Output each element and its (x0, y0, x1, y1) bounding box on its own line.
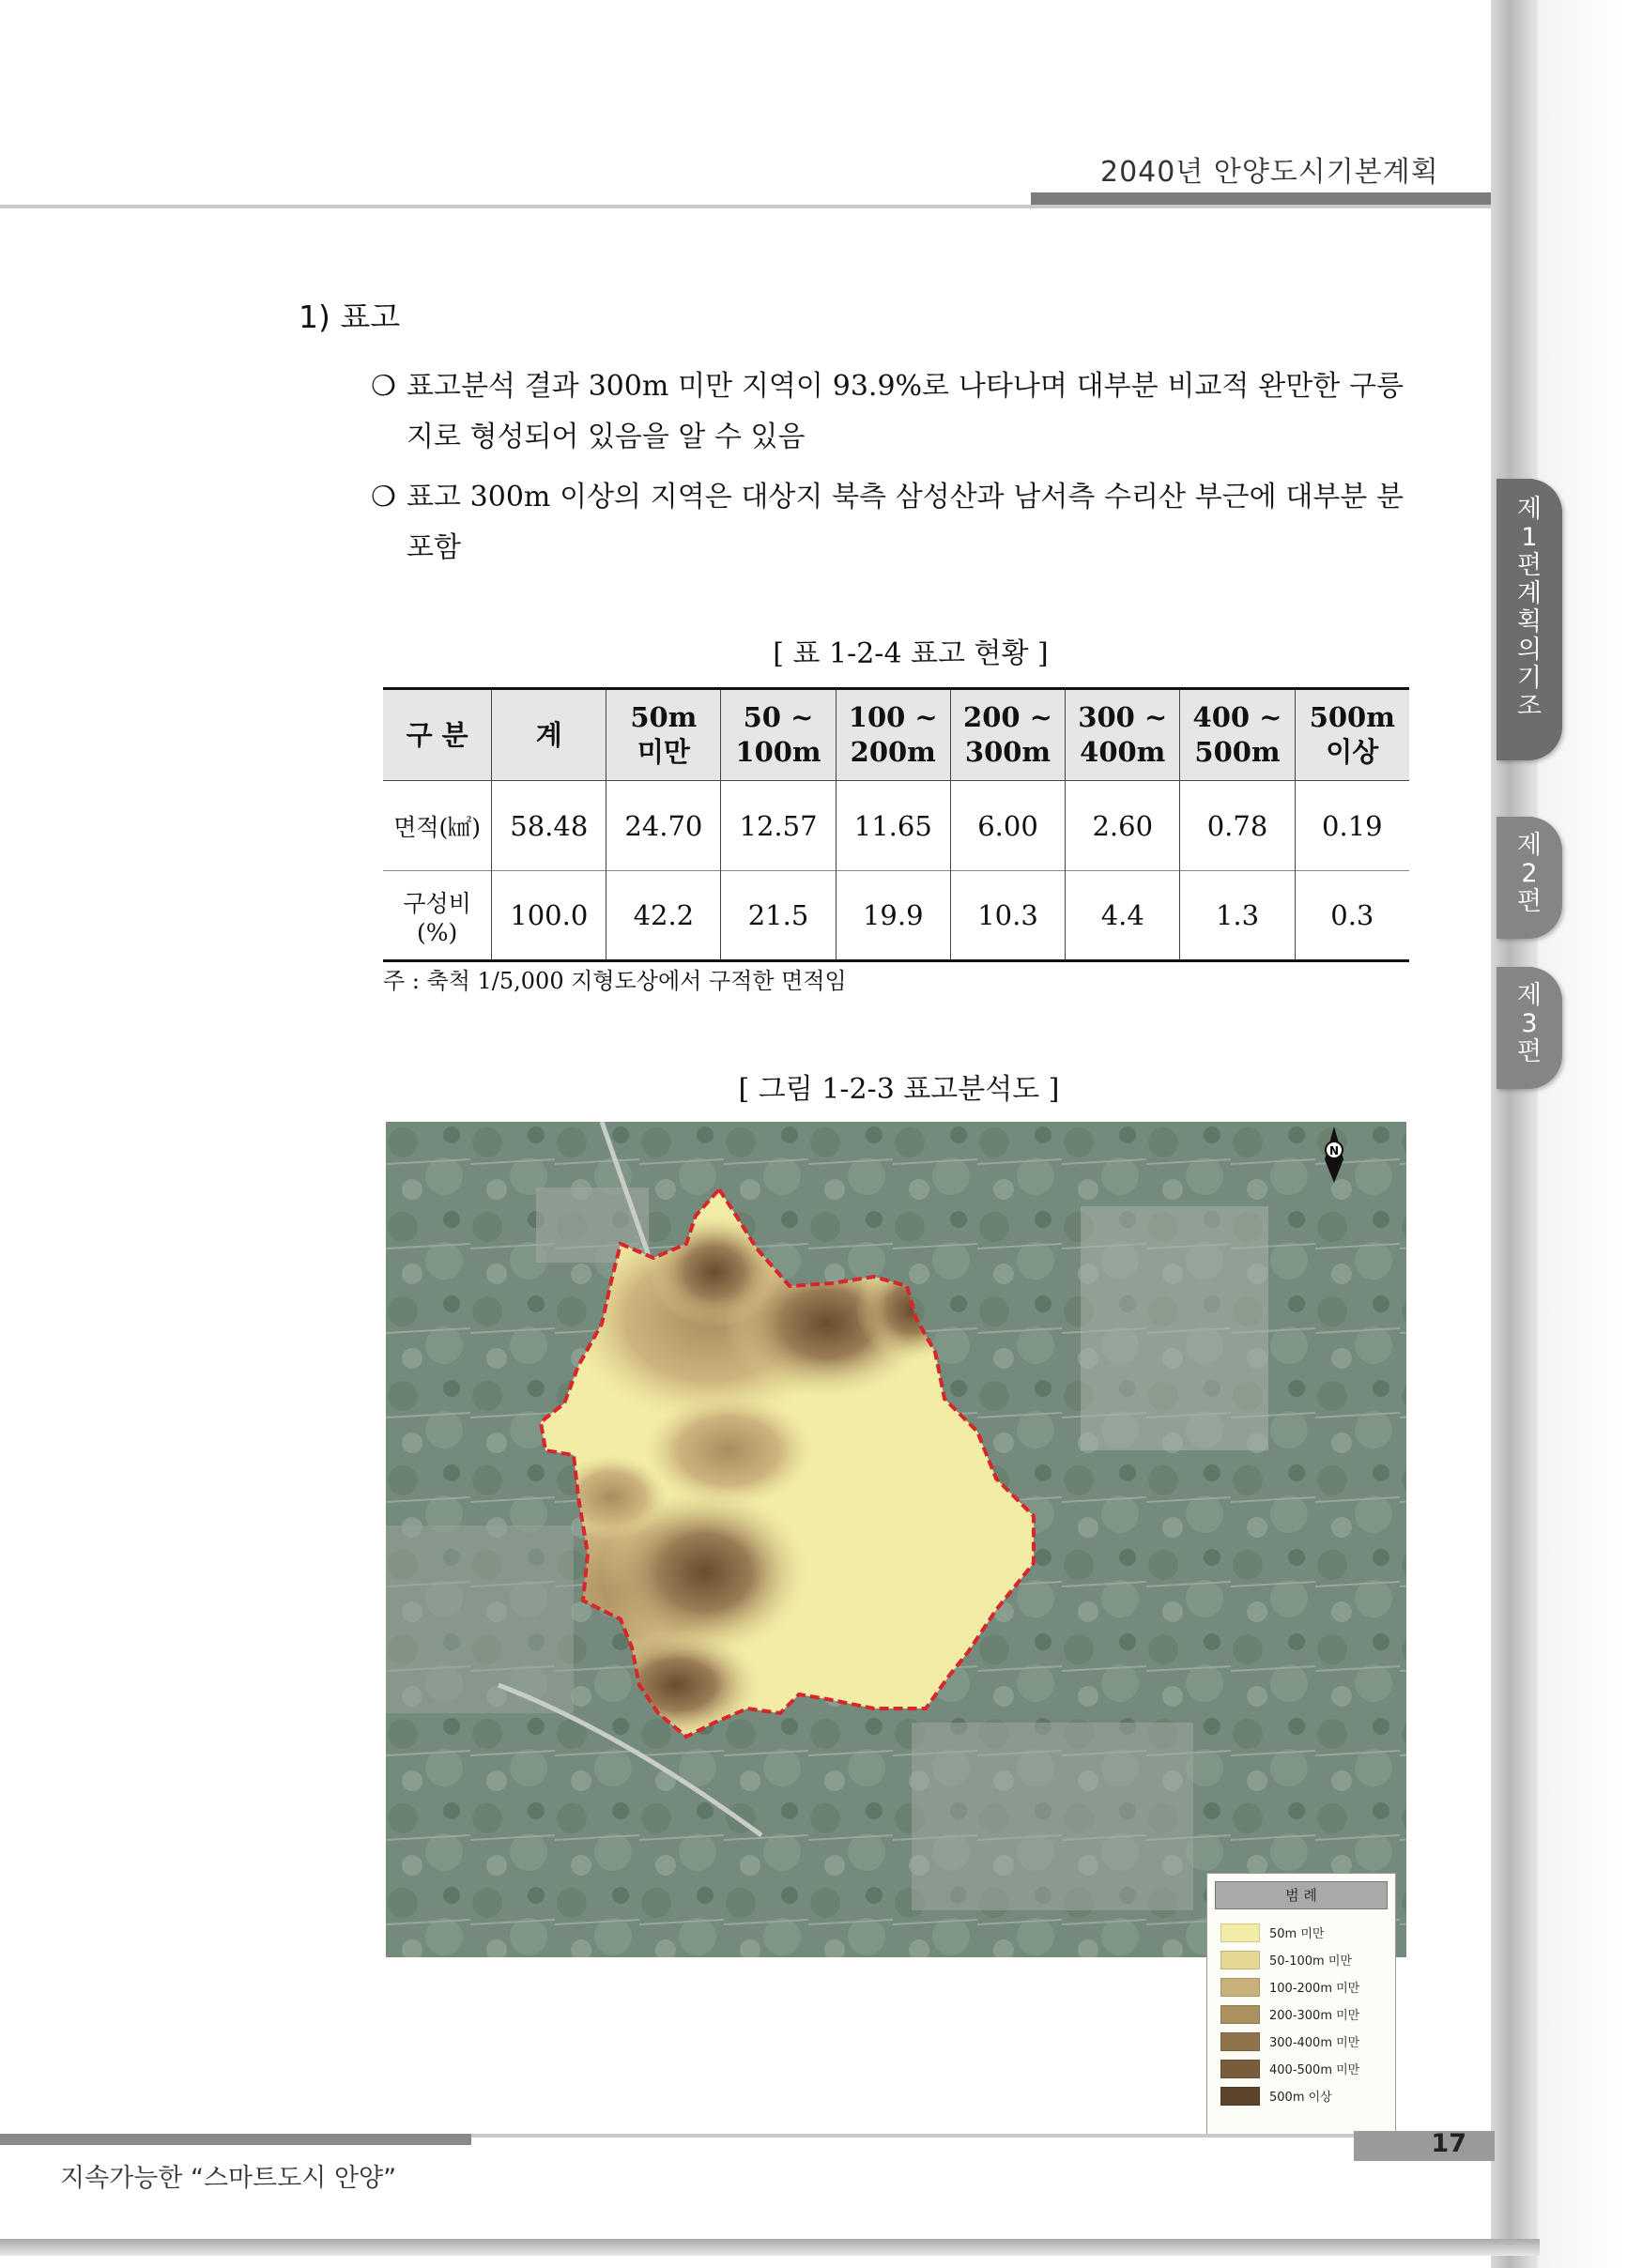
side-tab-part-2[interactable] (1497, 817, 1562, 939)
legend-label: 400-500m 미만 (1269, 2063, 1360, 2077)
svg-text:N: N (1328, 1144, 1340, 1157)
table-cell: 58.48 (492, 781, 606, 871)
table-header-row (383, 689, 1409, 781)
legend-row (1207, 1946, 1395, 1973)
legend-swatch (1220, 1978, 1260, 1997)
table-header-cell: 계 (492, 689, 606, 781)
table-header-cell: 300 ~ 400m (1066, 689, 1180, 781)
table-cell: 구성비(%) (403, 889, 471, 946)
bullet-item (371, 472, 1404, 574)
figure-caption: [ 그림 1-2-3 표고분석도 ] (738, 1073, 1060, 1106)
section-heading: 1) 표고 (299, 299, 401, 335)
table-cell: 19.9 (836, 871, 950, 961)
side-tab-part-1[interactable] (1497, 479, 1562, 760)
tab-char: 기 (1516, 664, 1543, 693)
table-cell: 0.19 (1295, 781, 1409, 871)
table-cell: 면적(㎢) (393, 813, 482, 841)
table-cell: 24.70 (606, 781, 721, 871)
bullet-text: 표고 300m 이상의 지역은 대상지 북측 삼성산과 남서측 수리산 부근에 대부분 분포함 (407, 481, 1404, 564)
table-cell: 10.3 (950, 871, 1065, 961)
legend-row (1207, 2055, 1395, 2082)
legend-swatch (1220, 2005, 1260, 2024)
table-cell: 0.3 (1295, 871, 1409, 961)
legend-label: 50m 미만 (1269, 1927, 1325, 1941)
tab-char: 편 (1516, 1037, 1543, 1066)
tab-char: 계 (1516, 579, 1543, 608)
page-binding-shadow (1491, 0, 1538, 2268)
table-cell: 100.0 (492, 871, 606, 961)
legend-row (1207, 1973, 1395, 2000)
tab-char: 편 (1516, 551, 1543, 580)
table-cell: 11.65 (836, 781, 950, 871)
legend-row (1207, 2082, 1395, 2109)
table-cell: 1.3 (1180, 871, 1295, 961)
table-row (383, 781, 1409, 871)
bullet-mark: ❍ (371, 370, 396, 403)
legend-row (1207, 2000, 1395, 2028)
bullet-item (371, 361, 1404, 463)
tab-char: 획 (1516, 607, 1543, 636)
table-cell: 0.78 (1180, 781, 1295, 871)
table-note: 주 : 축척 1/5,000 지형도상에서 구적한 면적임 (383, 968, 847, 994)
header-rule-accent (1031, 192, 1491, 205)
page-number: 17 (1431, 2129, 1466, 2158)
legend-swatch (1220, 2087, 1260, 2106)
tab-char: 3 (1521, 1009, 1538, 1038)
table-header-cell: 구 분 (406, 718, 468, 751)
legend-title: 범 례 (1215, 1881, 1388, 1909)
header-rule (0, 205, 1491, 208)
legend-label: 50-100m 미만 (1269, 1954, 1352, 1969)
map-legend (1206, 1873, 1396, 2138)
elevation-table (383, 687, 1409, 962)
tab-char: 의 (1516, 636, 1543, 665)
table-cell: 2.60 (1066, 781, 1180, 871)
bullet-mark: ❍ (371, 481, 396, 513)
table-row (383, 871, 1409, 961)
table-caption: [ 표 1-2-4 표고 현황 ] (773, 637, 1049, 670)
tab-char: 1 (1521, 523, 1538, 552)
legend-label: 200-300m 미만 (1269, 2009, 1360, 2023)
tab-char: 2 (1521, 859, 1538, 888)
legend-row (1207, 1919, 1395, 1946)
table-cell: 12.57 (721, 781, 836, 871)
tab-char: 제 (1516, 981, 1543, 1010)
footer-rule-accent (0, 2134, 471, 2145)
tab-char: 제 (1516, 495, 1543, 524)
footer-slogan: 지속가능한 “스마트도시 안양” (60, 2164, 397, 2193)
table-header-cell: 100 ~ 200m (836, 689, 950, 781)
legend-label: 500m 이상 (1269, 2091, 1332, 2105)
header-title: 2040년 안양도시기본계획 (1100, 156, 1439, 189)
tab-char: 편 (1516, 887, 1543, 916)
table-header-cell: 400 ~ 500m (1180, 689, 1295, 781)
table-header-cell: 200 ~ 300m (950, 689, 1065, 781)
legend-label: 300-400m 미만 (1269, 2036, 1360, 2050)
legend-label: 100-200m 미만 (1269, 1982, 1360, 1996)
page-bottom-shadow (0, 2239, 1540, 2256)
table-cell: 42.2 (606, 871, 721, 961)
table-cell: 6.00 (950, 781, 1065, 871)
elevation-map (386, 1122, 1406, 1957)
legend-swatch (1220, 2060, 1260, 2078)
table-cell: 4.4 (1066, 871, 1180, 961)
tab-char: 제 (1516, 831, 1543, 860)
table-header-cell: 50m 미만 (606, 689, 721, 781)
table-header-cell: 50 ~ 100m (721, 689, 836, 781)
bullet-text: 표고분석 결과 300m 미만 지역이 93.9%로 나타나며 대부분 비교적 완만한 구릉지로 형성되어 있음을 알 수 있음 (407, 370, 1404, 453)
legend-swatch (1220, 1923, 1260, 1942)
legend-swatch (1220, 2032, 1260, 2051)
page-margin (1538, 0, 1627, 2268)
legend-swatch (1220, 1951, 1260, 1969)
table-header-cell: 500m 이상 (1295, 689, 1409, 781)
tab-char: 조 (1516, 692, 1543, 721)
table-cell: 21.5 (721, 871, 836, 961)
legend-row (1207, 2028, 1395, 2055)
map-image (386, 1122, 1406, 1957)
